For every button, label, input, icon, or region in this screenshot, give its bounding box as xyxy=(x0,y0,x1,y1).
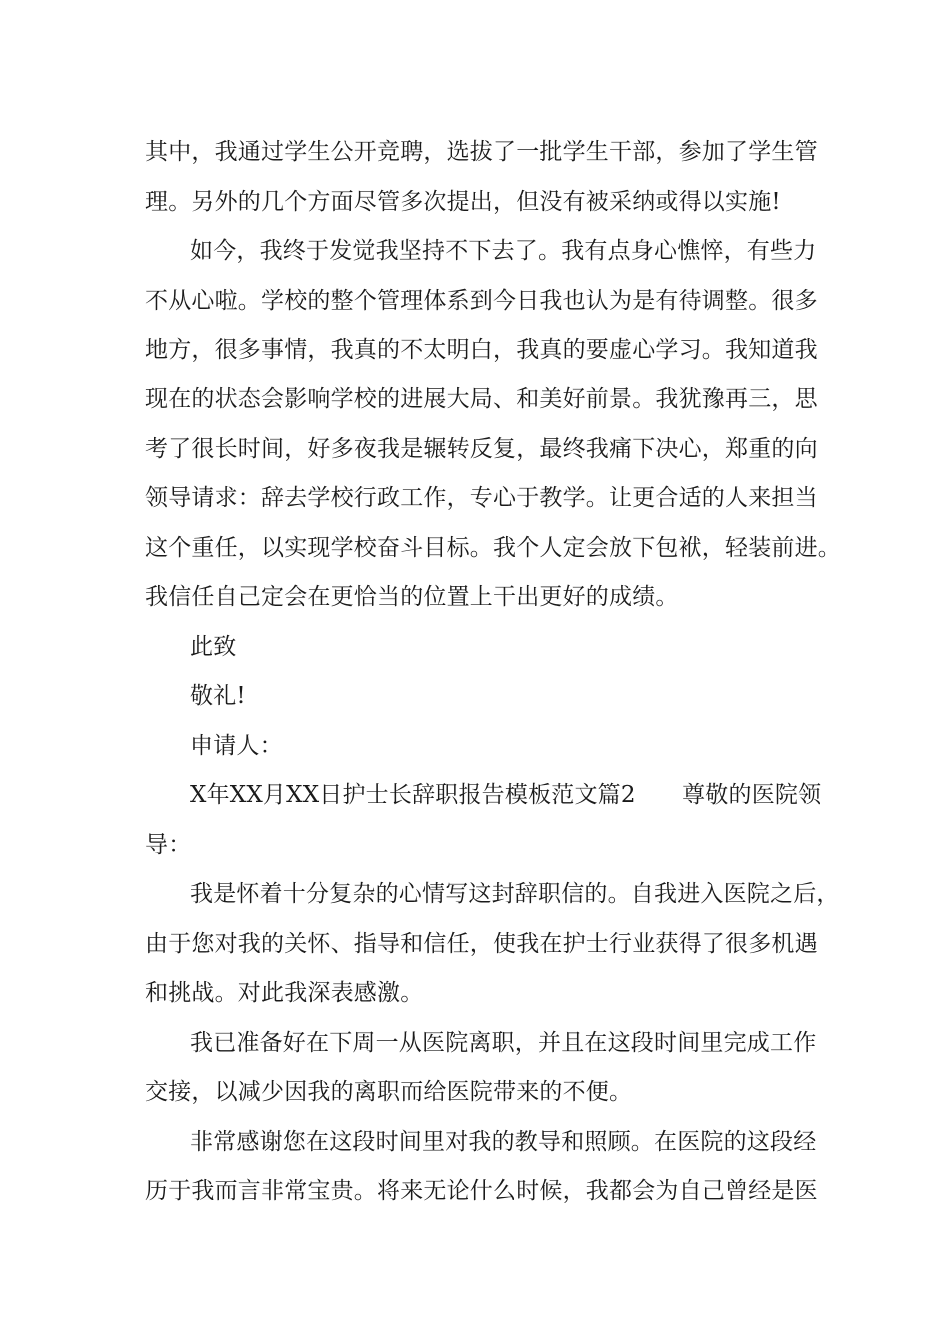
text-line: 地方，很多事情，我真的不太明白，我真的要虚心学习。我知道我 xyxy=(145,337,818,363)
text-line: 非常感谢您在这段时间里对我的教导和照顾。在医院的这段经 xyxy=(190,1129,817,1155)
text-line: 考了很长时间，好多夜我是辗转反复，最终我痛下决心，郑重的向 xyxy=(145,436,818,462)
closing-salutation: 此致 xyxy=(190,634,237,660)
applicant-label: 申请人： xyxy=(190,733,283,759)
text-line: 历于我而言非常宝贵。将来无论什么时候，我都会为自己曾经是医 xyxy=(145,1178,818,1204)
text-line: 领导请求：辞去学校行政工作，专心于教学。让更合适的人来担当 xyxy=(145,485,818,511)
text-line: 其中，我通过学生公开竞聘，选拔了一批学生干部，参加了学生管 xyxy=(145,139,818,165)
section-heading: X年XX月XX日护士长辞职报告模板范文篇2 尊敬的医院领 xyxy=(190,782,822,808)
text-line: 和挑战。对此我深表感激。 xyxy=(145,980,424,1006)
text-line: 现在的状态会影响学校的进展大局、和美好前景。我犹豫再三，思 xyxy=(145,386,818,412)
closing-regards: 敬礼! xyxy=(190,683,246,709)
text-line: 不从心啦。学校的整个管理体系到今日我也认为是有待调整。很多 xyxy=(145,288,818,314)
text-line: 我信任自己定会在更恰当的位置上干出更好的成绩。 xyxy=(145,584,679,610)
text-line: 我是怀着十分复杂的心情写这封辞职信的。自我进入医院之后， xyxy=(190,881,840,907)
text-line: 这个重任，以实现学校奋斗目标。我个人定会放下包袱，轻装前进。 xyxy=(145,535,841,561)
text-line: 我已准备好在下周一从医院离职，并且在这段时间里完成工作 xyxy=(190,1030,817,1056)
text-line: 如今，我终于发觉我坚持不下去了。我有点身心憔悴，有些力 xyxy=(190,238,817,264)
text-line: 由于您对我的关怀、指导和信任，使我在护士行业获得了很多机遇 xyxy=(145,931,818,957)
text-line: 交接，以减少因我的离职而给医院带来的不便。 xyxy=(145,1079,633,1105)
text-line: 导： xyxy=(145,832,192,858)
text-line: 理。另外的几个方面尽管多次提出，但没有被采纳或得以实施! xyxy=(145,189,781,215)
